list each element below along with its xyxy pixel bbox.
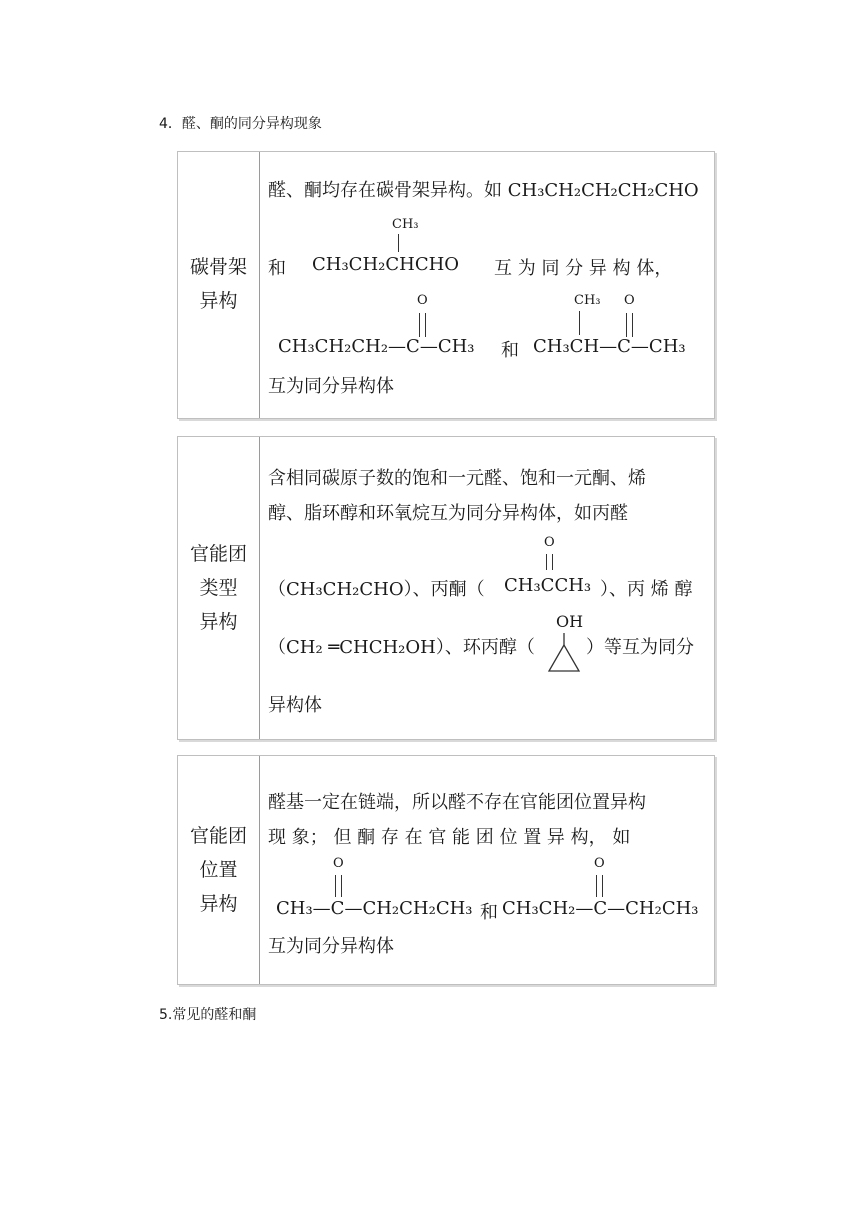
branch-bond xyxy=(398,234,399,252)
column-divider xyxy=(259,437,260,739)
hydroxyl-label: OH xyxy=(556,612,584,631)
oxygen-label: O xyxy=(333,856,344,871)
cyclopropanol-ring-icon xyxy=(544,633,584,679)
formula: CH₃CH₂CH₂—C—CH₃ xyxy=(278,336,475,357)
branch-methyl: CH₃ xyxy=(574,293,601,308)
functional-group-position-box xyxy=(177,755,715,985)
oxygen-label: O xyxy=(544,535,555,550)
branch-methyl: CH₃ xyxy=(392,217,419,232)
section-5-heading: 5.常见的醛和酮 xyxy=(159,1007,257,1023)
text-line: （CH₃CH₂CHO）、丙酮（ xyxy=(268,579,485,600)
text-line: ）、丙 烯 醇 xyxy=(600,579,693,600)
text-line: （CH₂ ═CHCH₂OH）、环丙醇（ xyxy=(268,637,535,658)
text-line: ）等互为同分 xyxy=(586,637,694,658)
double-bond xyxy=(335,875,342,897)
text-line: 醛基一定在链端，所以醛不存在官能团位置异构 xyxy=(268,792,646,813)
text-line: 醛、酮均存在碳骨架异构。如 CH₃CH₂CH₂CH₂CHO xyxy=(268,180,699,201)
category-label: 碳骨架 异构 xyxy=(189,256,247,312)
text-line: 醇、脂环醇和环氧烷互为同分异构体，如丙醛 xyxy=(268,503,628,524)
formula: CH₃CH₂CHCHO xyxy=(312,254,460,275)
section-4-heading: 4．醛、酮的同分异构现象 xyxy=(159,116,322,132)
text-line: 和 xyxy=(501,340,519,361)
text-line: 互为同分异构体 xyxy=(268,376,394,397)
column-divider xyxy=(259,756,260,984)
text-line: 现 象； 但 酮 存 在 官 能 团 位 置 异 构， 如 xyxy=(268,827,631,848)
formula: CH₃CH—C—CH₃ xyxy=(533,336,686,357)
double-bond xyxy=(596,875,603,897)
formula: CH₃CCH₃ xyxy=(504,575,592,596)
branch-bond xyxy=(579,311,580,335)
double-bond xyxy=(626,313,633,337)
text-line: 互为同分异构体 xyxy=(268,936,394,957)
oxygen-label: O xyxy=(624,293,635,308)
text-line: 和 xyxy=(268,258,286,279)
double-bond xyxy=(419,313,426,337)
column-divider xyxy=(259,152,260,418)
oxygen-label: O xyxy=(594,856,605,871)
functional-group-type-box xyxy=(177,436,715,740)
double-bond xyxy=(546,554,553,570)
carbon-skeleton-box xyxy=(177,151,715,419)
formula: CH₃—C—CH₂CH₂CH₃ xyxy=(276,898,473,919)
text-line: 含相同碳原子数的饱和一元醛、饱和一元酮、烯 xyxy=(268,468,646,489)
text-line: 和 xyxy=(480,902,498,923)
formula: CH₃CH₂—C—CH₂CH₃ xyxy=(502,898,699,919)
text-line: 互 为 同 分 异 构 体， xyxy=(494,258,673,279)
category-label: 官能团 位置 异构 xyxy=(189,825,247,915)
category-label: 官能团 类型 异构 xyxy=(189,543,247,633)
oxygen-label: O xyxy=(417,293,428,308)
text-line: 异构体 xyxy=(268,695,322,716)
